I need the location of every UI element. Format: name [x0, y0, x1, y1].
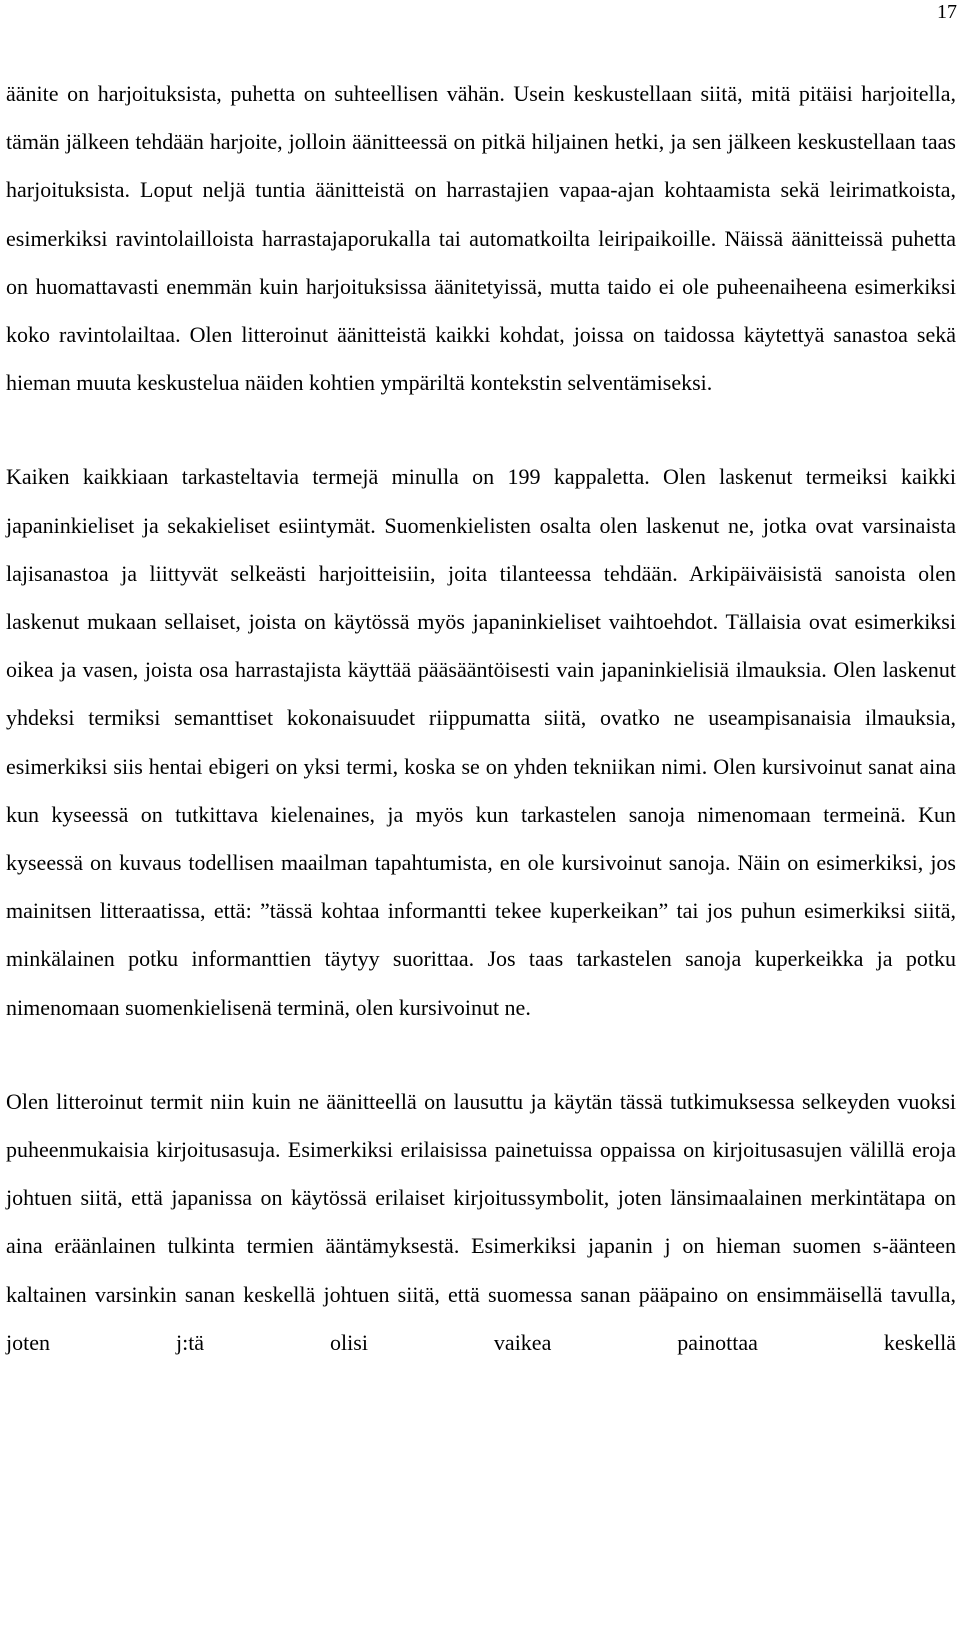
body-text	[6, 70, 956, 1367]
paragraph-transcription-notation: Olen litteroinut termit niin kuin ne äänitteellä on lausuttu ja käytän tässä tutkimuksessa selkeyden vuoksi puheenmukaisia kirjoitusasuja. Esimerkiksi erilaisissa painetuissa oppaissa on kirjoitusasujen välillä eroja johtuen siitä, että japanissa on käytössä erilaiset kirjoitussymbolit, joten länsimaalainen merkintätapa on aina eräänlainen tulkinta termien ääntämyksestä. Esimerkiksi japanin j on hieman suomen s-äänteen kaltainen varsinkin sanan keskellä johtuen siitä, että suomessa sanan pääpaino on ensimmäisellä tavulla, joten j:tä olisi vaikea painottaa keskellä	[6, 1088, 956, 1355]
paragraph-recording-content: äänite on harjoituksista, puhetta on suhteellisen vähän. Usein keskustellaan siitä, mitä pitäisi harjoitella, tämän jälkeen tehdään harjoite, jolloin äänitteessä on pitkä hiljainen hetki, ja sen jälkeen keskustellaan taas harjoituksista. Loput neljä tuntia äänitteistä on harrastajien vapaa-ajan kohtaamista sekä leirimatkoista, esimerkiksi ravintolailloista harrastajaporukalla tai automatkoilta leiripaikoille. Näissä äänitteissä puhetta on huomattavasti enemmän kuin harjoituksissa äänitetyissä, mutta taido ei ole puheenaiheena esimerkiksi koko ravintolailtaa. Olen litteroinut äänitteistä kaikki kohdat, joissa on taidossa käytettyä sanastoa sekä hieman muuta keskustelua näiden kohtien ympäriltä kontekstin selventämiseksi.	[6, 81, 956, 396]
paragraph-term-count: Kaiken kaikkiaan tarkasteltavia termejä minulla on 199 kappaletta. Olen laskenut termeiksi kaikki japaninkieliset ja sekakieliset esiintymät. Suomenkielisten osalta olen laskenut ne, jotka ovat varsinaista lajisanastoa ja liittyvät selkeästi harjoitteisiin, joita tilanteessa tehdään. Arkipäiväisistä sanoista olen laskenut mukaan sellaiset, joista on käytössä myös japaninkieliset vaihtoehdot. Tällaisia ovat esimerkiksi oikea ja vasen, joista osa harrastajista käyttää pääsääntöisesti vain japaninkielisiä ilmauksia. Olen laskenut yhdeksi termiksi semanttiset kokonaisuudet riippumatta siitä, ovatko ne useampisanaisia ilmauksia, esimerkiksi siis hentai ebigeri on yksi termi, koska se on yhden tekniikan nimi. Olen kursivoinut sanat aina kun kyseessä on tutkittava kielenaines, ja myös kun tarkastelen sanoja nimenomaan termeinä. Kun kyseessä on kuvaus todellisen maailman tapahtumista, en ole kursivoinut sanoja. Näin on esimerkiksi, jos mainitsen litteraatissa, että: ”tässä kohtaa informantti tekee kuperkeikan” tai jos puhun esimerkiksi siitä, minkälainen potku informanttien täytyy suorittaa. Jos taas tarkastelen sanoja kuperkeikka ja potku nimenomaan suomenkielisenä terminä, olen kursivoinut ne.	[6, 464, 956, 1020]
page-number: 17	[937, 1, 957, 23]
